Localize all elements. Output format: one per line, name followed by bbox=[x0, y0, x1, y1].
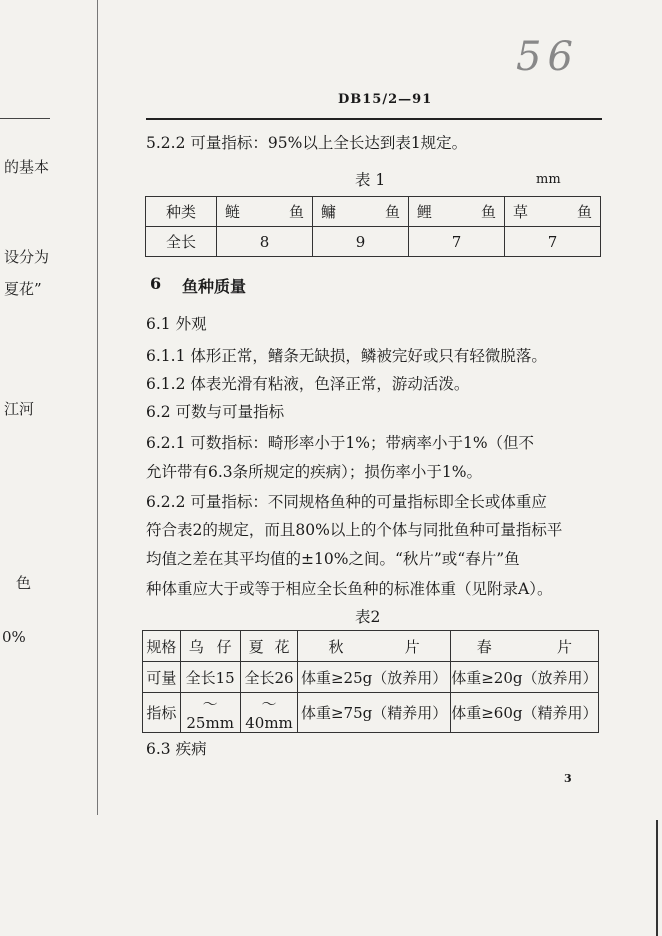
section-6-number: 6 bbox=[150, 274, 162, 293]
page-number: 3 bbox=[564, 772, 572, 785]
table1 bbox=[145, 196, 601, 257]
margin-fragment: 设分为 bbox=[4, 248, 50, 266]
table2-cell: 体重≥25g（放养用） bbox=[298, 662, 450, 693]
table2-header-chunpian: 春 片 bbox=[450, 631, 598, 662]
header-rule bbox=[146, 118, 602, 120]
document-code: DB15/2—91 bbox=[338, 92, 433, 107]
table1-cell: 7 bbox=[505, 227, 601, 257]
table2-cell: 体重≥60g（精养用） bbox=[450, 693, 598, 733]
margin-fragment: 的基本 bbox=[4, 158, 50, 176]
table2-header-xiahua: 夏 花 bbox=[240, 631, 298, 662]
table1-row-label: 全长 bbox=[146, 227, 217, 257]
line-6-3: 6.3 疾病 bbox=[146, 740, 207, 758]
table2-label: 指标 bbox=[143, 693, 181, 733]
line-6-1-1: 6.1.1 体形正常，鳍条无缺损，鳞被完好或只有轻微脱落。 bbox=[146, 347, 547, 365]
margin-fragment: 江河 bbox=[4, 400, 35, 418]
line-6-2: 6.2 可数与可量指标 bbox=[146, 403, 285, 421]
table1-header-cell: 鲢 鱼 bbox=[217, 197, 313, 227]
table2 bbox=[142, 630, 599, 733]
line-6-2-1-b: 允许带有6.3条所规定的疾病）；损伤率小于1%。 bbox=[146, 463, 482, 481]
table1-header-cell: 鳙 鱼 bbox=[313, 197, 409, 227]
table2-caption: 表2 bbox=[355, 608, 381, 626]
margin-divider bbox=[97, 0, 98, 815]
table2-header-wuzi: 乌 仔 bbox=[180, 631, 240, 662]
table1-header-cell: 种类 bbox=[146, 197, 217, 227]
table-row bbox=[146, 227, 601, 257]
margin-fragment: 色 bbox=[16, 574, 32, 592]
margin-fragment: 0% bbox=[2, 628, 26, 646]
table1-caption: 表 1 bbox=[355, 171, 386, 189]
table2-cell: ～40mm bbox=[240, 693, 298, 733]
table1-cell: 8 bbox=[217, 227, 313, 257]
table-row bbox=[143, 693, 599, 733]
table1-cell: 9 bbox=[313, 227, 409, 257]
line-6-1-2: 6.1.2 体表光滑有粘液，色泽正常，游动活泼。 bbox=[146, 375, 470, 393]
line-6-2-1-a: 6.2.1 可数指标：畸形率小于1%；带病率小于1%（但不 bbox=[146, 434, 535, 452]
handwritten-note: 56 bbox=[516, 34, 579, 80]
table2-header-qiupian: 秋 片 bbox=[298, 631, 450, 662]
margin-fragment: 夏花” bbox=[4, 280, 42, 298]
line-6-2-2-a: 6.2.2 可量指标：不同规格鱼种的可量指标即全长或体重应 bbox=[146, 493, 547, 511]
line-6-2-2-c: 均值之差在其平均值的±10%之间。“秋片”或“春片”鱼 bbox=[146, 550, 520, 568]
line-6-1: 6.1 外观 bbox=[146, 315, 207, 333]
line-6-2-2-b: 符合表2的规定，而且80%以上的个体与同批鱼种可量指标平 bbox=[146, 521, 563, 539]
table2-header-spec: 规格 bbox=[143, 631, 181, 662]
para-5-2-2: 5.2.2 可量指标：95%以上全长达到表1规定。 bbox=[146, 134, 468, 152]
table2-cell: ～25mm bbox=[180, 693, 240, 733]
table-row bbox=[143, 662, 599, 693]
table1-unit: mm bbox=[536, 172, 561, 187]
table1-header-cell: 鲤 鱼 bbox=[409, 197, 505, 227]
right-edge-line bbox=[656, 820, 658, 936]
table1-header-cell: 草 鱼 bbox=[505, 197, 601, 227]
line-6-2-2-d: 种体重应大于或等于相应全长鱼种的标准体重（见附录A）。 bbox=[146, 580, 553, 598]
table2-cell: 体重≥20g（放养用） bbox=[450, 662, 598, 693]
table2-cell: 全长26 bbox=[240, 662, 298, 693]
table2-cell: 体重≥75g（精养用） bbox=[298, 693, 450, 733]
section-6-title: 鱼种质量 bbox=[182, 277, 247, 296]
table2-cell: 全长15 bbox=[180, 662, 240, 693]
table-row bbox=[146, 197, 601, 227]
table-row bbox=[143, 631, 599, 662]
table2-label: 可量 bbox=[143, 662, 181, 693]
table1-cell: 7 bbox=[409, 227, 505, 257]
margin-rule bbox=[0, 118, 50, 119]
